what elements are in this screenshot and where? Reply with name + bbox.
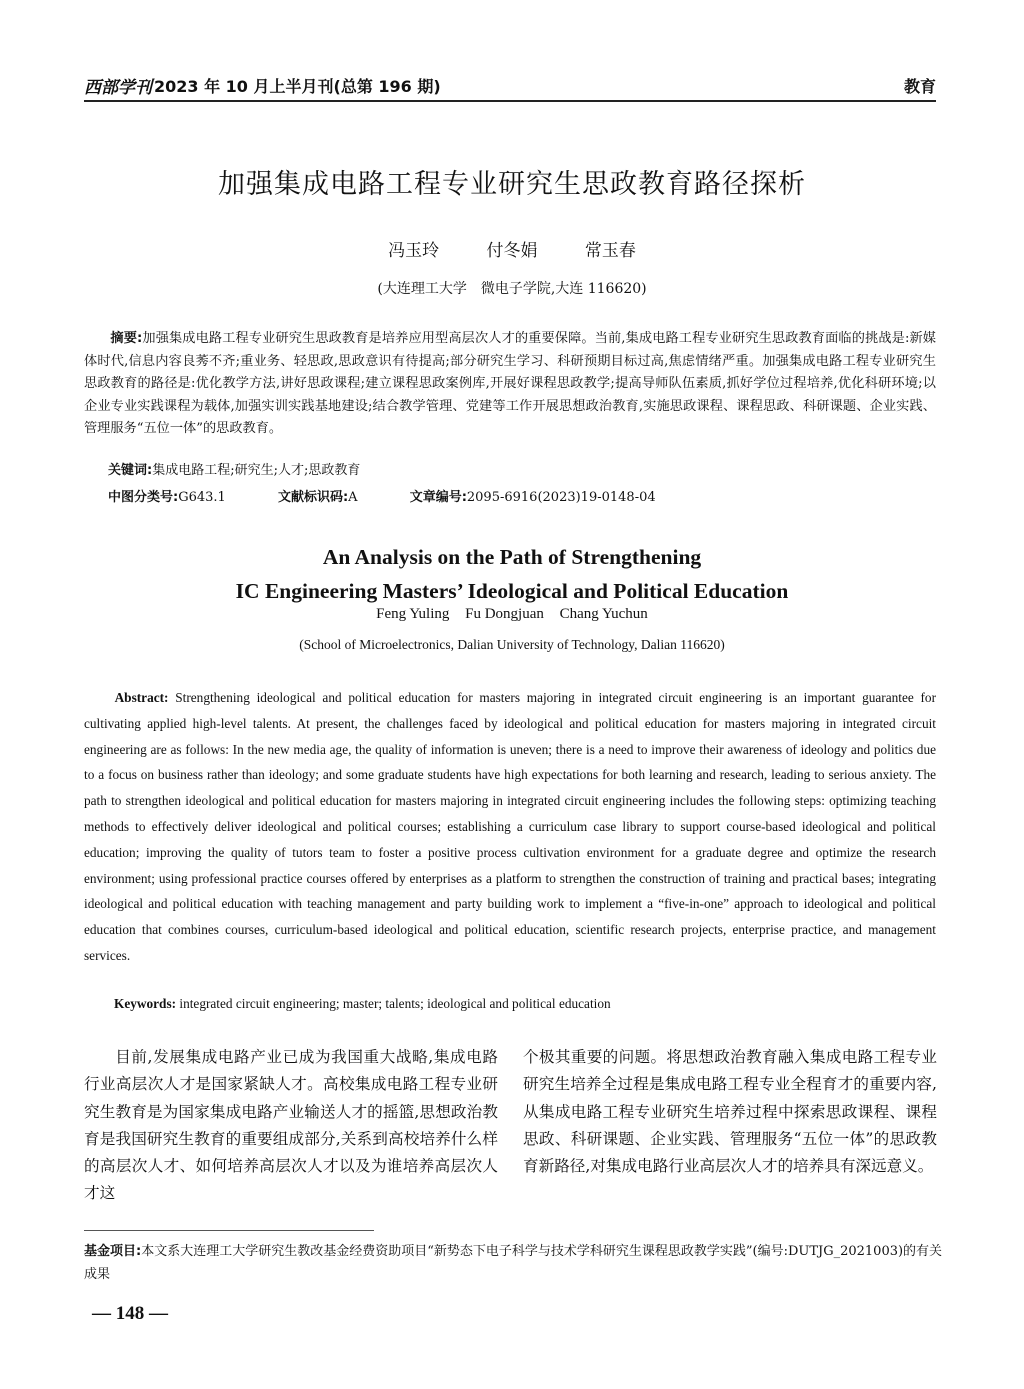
title-en-line-2: IC Engineering Masters’ Ideological and Political Education: [235, 579, 789, 603]
keywords-en-label: Keywords:: [114, 996, 177, 1011]
body-column-left: 目前,发展集成电路产业已成为我国重大战略,集成电路行业高层次人才是国家紧缺人才。高校集成电路工程专业研究生教育是为国家集成电路产业输送人才的摇篮,思想政治教育是我国研究生教育的重要组成部分,关系到高校培养什么样的高层次人才、如何培养高层次人才以及为谁培养高层次人才这: [84, 1048, 498, 1203]
keywords-cn-text: 集成电路工程;研究生;人才;思政教育: [152, 463, 361, 478]
journal-info: [84, 73, 441, 98]
author-cn-3: 常玉春: [584, 241, 636, 261]
journal-name: 西部学刊: [84, 77, 152, 98]
author-cn-1: 冯玉玲: [388, 241, 440, 261]
affiliation-chinese: (大连理工大学 微电子学院,大连 116620): [377, 281, 647, 297]
running-header: [84, 72, 936, 98]
authors-chinese: [0, 236, 1024, 261]
abstract-chinese: [84, 328, 936, 441]
affiliation-english: (School of Microelectronics, Dalian University of Technology, Dalian 116620): [299, 637, 725, 652]
abstract-english: [84, 685, 936, 969]
author-cn-2: 付冬娟: [486, 241, 538, 261]
title-english: [0, 540, 1024, 608]
footnote-label: 基金项目:: [84, 1244, 142, 1259]
document-code: 文献标识码:A: [277, 490, 358, 505]
keywords-cn-label: 关键词:: [108, 463, 153, 478]
footnote-funding: [84, 1240, 944, 1286]
body-column-right: 个极其重要的问题。将思想政治教育融入集成电路工程专业研究生培养全过程是集成电路工程专业全程育才的重要内容,从集成电路工程专业研究生培养过程中探索思政课程、课程思政、科研课题、企业实践、管理服务“五位一体”的思政教育新路径,对集成电路行业高层次人才的培养具有深远意义。: [523, 1048, 937, 1176]
page-number: — 148 —: [92, 1303, 168, 1324]
classification-line: [108, 486, 808, 505]
article-number: 文章编号:2095-6916(2023)19-0148-04: [409, 490, 656, 505]
author-en-1: Feng Yuling: [376, 606, 450, 622]
abstract-cn-text: 加强集成电路工程专业研究生思政教育是培养应用型高层次人才的重要保障。当前,集成电路工程专业研究生思政教育面临的挑战是:新媒体时代,信息内容良莠不齐;重业务、轻思政,思政意识有待提高;部分研究生学习、科研预期目标过高,焦虑情绪严重。加强集成电路工程专业研究生思政教育的路径是:优化教学方法,讲好思政课程;建立课程思政案例库,开展好课程思政教学;提高导师队伍素质,抓好学位过程培养,优化科研环境;以企业专业实践课程为载体,加强实训实践基地建设;结合教学管理、党建等工作开展思想政治教育,实施思政课程、课程思政、科研课题、企业实践、管理服务“五位一体”的思政教育。: [84, 331, 936, 436]
abstract-en-text: Strengthening ideological and political education for masters majoring in integrated circuit engineering is an important guarantee for cultivating applied high-level talents. At present, the challenges faced by ideological and political education for masters majoring in integrated circuit engineering are as follows: In the new media age, the quality of information is uneven; there is a need to improve their awareness of ideology and politics due to a focus on business rather than ideology; and some graduate students have high expectations for both learning and research, leading to serious anxiety. The path to strengthen ideological and political education for masters majoring in integrated circuit engineering includes the following steps: optimizing teaching methods to effectively deliver ideological and political courses; establishing a curriculum case library to support course-based ideological and political education; improving the quality of tutors team to foster a positive process cultivation environment for a graduate degree and optimize the research environment; using professional practice courses offered by enterprises as a platform to strengthen the construction of training and practical bases; integrating ideological and political education with teaching management and party building work to implement a “five-in-one” approach to ideological and political education that combines courses, curriculum-based ideological and political education, scientific research projects, enterprise practice, and management services.: [84, 690, 936, 963]
author-en-3: Chang Yuchun: [559, 606, 648, 622]
keywords-en-text: integrated circuit engineering; master; talents; ideological and political education: [179, 996, 611, 1011]
footnote-text: 本文系大连理工大学研究生教改基金经费资助项目“新势态下电子科学与技术学科研究生课程思政教学实践”(编号:DUTJG_2021003)的有关成果: [84, 1244, 943, 1282]
footnote-divider: [84, 1230, 374, 1231]
keywords-chinese: [108, 459, 360, 478]
author-en-2: Fu Dongjuan: [465, 606, 544, 622]
title-chinese: 加强集成电路工程专业研究生思政教育路径探析: [218, 169, 806, 200]
section-label: 教育: [903, 76, 936, 96]
keywords-english: [114, 996, 611, 1012]
title-en-line-1: An Analysis on the Path of Strengthening: [322, 545, 702, 569]
authors-english: [0, 606, 1024, 623]
issue-info: 2023 年 10 月上半月刊(总第 196 期): [154, 76, 441, 96]
abstract-cn-label: 摘要:: [110, 331, 143, 346]
abstract-en-label: Abstract:: [114, 690, 169, 705]
header-divider: [84, 100, 936, 102]
clc-number: 中图分类号:G643.1: [108, 490, 226, 505]
